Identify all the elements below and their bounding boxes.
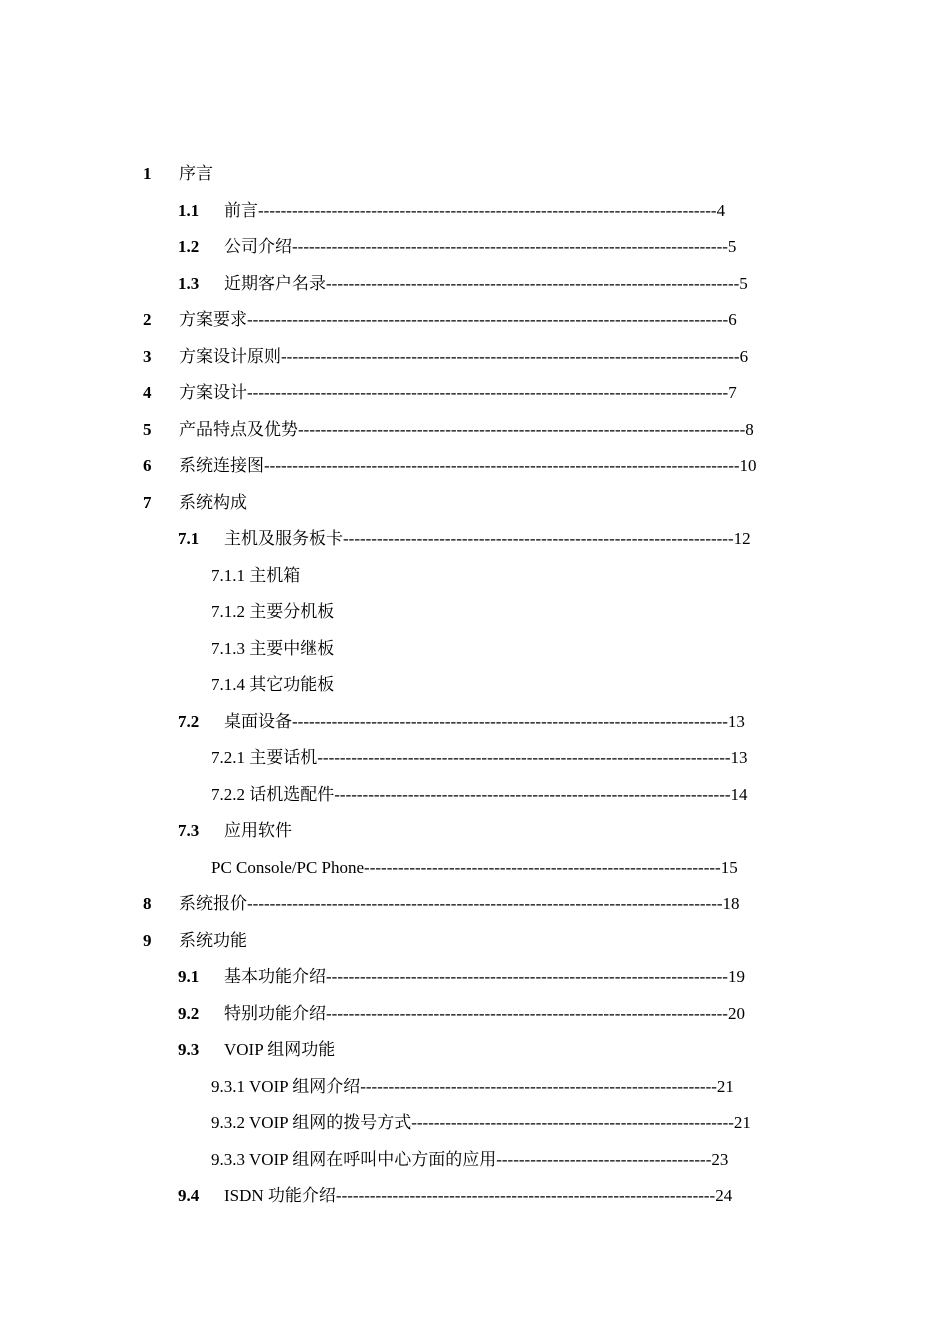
toc-entry-title: 近期客户名录	[224, 273, 326, 293]
toc-entry-title-line	[224, 1178, 732, 1215]
toc-entry-title: 9.3.2 VOIP 组网的拨号方式	[211, 1113, 412, 1132]
toc-entry[interactable]	[143, 1142, 823, 1179]
toc-entry-title-line	[211, 1069, 734, 1106]
toc-entry-title-line	[179, 302, 737, 339]
toc-entry[interactable]	[143, 375, 823, 412]
toc-entry-number: 8	[143, 894, 152, 913]
toc-entry-page-number: 13	[727, 711, 745, 731]
toc-entry-leader: --------------------------------------	[496, 1149, 712, 1169]
toc-entry-number: 9.2	[178, 1003, 200, 1023]
toc-entry-number: 7.3	[178, 821, 200, 840]
toc-entry[interactable]	[143, 631, 823, 668]
toc-entry-title: 系统报价	[179, 894, 247, 913]
toc-entry-title-line	[211, 1142, 728, 1179]
toc-entry-leader: ------------------------------------------------------------------------------------	[247, 894, 723, 913]
toc-entry-leader: ---------------------------------------------------------------	[360, 1076, 717, 1096]
toc-entry-leader: -------------------------------------------------------------------------	[317, 748, 731, 767]
toc-entry[interactable]	[143, 302, 823, 339]
toc-entry-page-number: 24	[715, 1186, 733, 1205]
toc-entry[interactable]	[143, 740, 823, 777]
toc-entry-number: 2	[143, 310, 152, 329]
toc-entry-title: 9.3.3 VOIP 组网在呼叫中心方面的应用	[211, 1149, 497, 1169]
toc-entry-leader: -------------------------------------------------------------------	[335, 1186, 716, 1205]
toc-entry-leader: ---------------------------------------------------------	[411, 1113, 734, 1132]
toc-entry[interactable]	[143, 1105, 823, 1142]
toc-entry[interactable]	[143, 521, 823, 558]
toc-entry-leader: ---------------------------------------------------------------------------------	[281, 346, 740, 366]
toc-entry-leader: -----------------------------------------------------------------------------	[292, 711, 728, 731]
toc-entry-number: 1.1	[178, 200, 200, 220]
toc-entry-number: 3	[143, 346, 152, 366]
toc-entry-number: 9.1	[178, 967, 200, 986]
toc-entry-leader: -------------------------------------------------------------------------------------	[247, 310, 729, 329]
toc-entry-title: 产品特点及优势	[179, 419, 298, 439]
toc-entry-page-number: 4	[716, 200, 726, 220]
toc-entry-title-line	[224, 1032, 335, 1069]
toc-entry-title: 7.1.4 其它功能板	[211, 675, 335, 694]
toc-entry-number: 9	[143, 930, 152, 950]
toc-entry[interactable]	[143, 266, 823, 303]
toc-entry[interactable]	[143, 667, 823, 704]
toc-entry[interactable]	[143, 813, 823, 850]
toc-entry-title-line	[224, 813, 292, 850]
table-of-contents	[143, 156, 823, 1215]
toc-entry-title-line	[211, 558, 300, 595]
toc-entry[interactable]	[143, 448, 823, 485]
toc-entry-page-number: 20	[727, 1003, 745, 1023]
toc-entry-title: 主机及服务板卡	[224, 529, 343, 548]
toc-entry-title: 系统连接图	[179, 456, 264, 475]
toc-entry-title-line	[211, 740, 748, 777]
toc-entry-title-line	[224, 229, 736, 266]
toc-entry-number: 7.1	[178, 529, 200, 548]
toc-entry-title: 前言	[224, 200, 258, 220]
toc-entry-page-number: 14	[730, 784, 748, 804]
toc-entry-title: 系统功能	[179, 930, 247, 950]
toc-entry-page-number: 5	[739, 273, 748, 293]
toc-entry-title: 特别功能介绍	[224, 1003, 326, 1023]
toc-entry-title-line	[179, 485, 247, 522]
toc-entry-title: 序言	[179, 164, 213, 183]
toc-entry-title-line	[224, 996, 745, 1033]
toc-entry-title: 桌面设备	[224, 711, 292, 731]
toc-entry[interactable]	[143, 229, 823, 266]
toc-entry-title-line	[211, 850, 738, 887]
toc-entry-number: 1	[143, 164, 152, 183]
toc-entry-page-number: 12	[733, 529, 751, 548]
toc-entry-title-line	[224, 959, 745, 996]
toc-entry-title-line	[224, 193, 725, 230]
toc-entry-page-number: 6	[739, 346, 749, 366]
toc-entry-number: 7	[143, 492, 152, 512]
toc-entry[interactable]	[143, 193, 823, 230]
toc-entry-leader: ---------------------------------------------------------------------	[343, 529, 734, 548]
toc-entry-title-line	[179, 339, 748, 376]
toc-entry-leader: -----------------------------------------------------------------------	[326, 1003, 728, 1023]
toc-entry[interactable]	[143, 485, 823, 522]
toc-entry-title-line	[211, 1105, 751, 1142]
toc-entry-title: ISDN 功能介绍	[224, 1186, 336, 1205]
toc-entry-leader: -------------------------------------------------------------------------	[326, 273, 740, 293]
toc-entry-page-number: 7	[728, 383, 737, 402]
toc-entry-title: 方案设计	[179, 383, 247, 402]
toc-entry-title: 7.2.1 主要话机	[211, 748, 318, 767]
toc-entry-page-number: 19	[727, 967, 745, 986]
toc-entry-title-line	[211, 594, 334, 631]
toc-entry-title-line	[179, 448, 757, 485]
toc-entry-title: VOIP 组网功能	[224, 1040, 336, 1059]
toc-entry[interactable]	[143, 339, 823, 376]
toc-entry-title: 应用软件	[224, 821, 292, 840]
toc-entry-title-line	[224, 704, 745, 741]
toc-entry-title-line	[211, 631, 334, 668]
toc-entry-leader: ---------------------------------------------------------------	[364, 857, 721, 877]
toc-entry-leader: -----------------------------------------------------------------------	[326, 967, 728, 986]
toc-entry-leader: ----------------------------------------------------------------------	[334, 784, 731, 804]
toc-entry[interactable]	[143, 412, 823, 449]
toc-entry-title-line	[211, 777, 748, 814]
toc-entry-title: 方案要求	[179, 310, 247, 329]
toc-entry-title-line	[179, 923, 247, 960]
toc-entry-number: 5	[143, 419, 152, 439]
toc-entry-number: 4	[143, 383, 152, 402]
toc-entry-number: 7.2	[178, 711, 200, 731]
toc-entry-title: 7.1.3 主要中继板	[211, 638, 335, 658]
toc-entry[interactable]	[143, 959, 823, 996]
toc-entry-title: 7.1.1 主机箱	[211, 565, 301, 585]
toc-entry-number: 1.2	[178, 237, 200, 256]
toc-entry-number: 9.3	[178, 1040, 200, 1059]
toc-entry-title: 基本功能介绍	[224, 967, 326, 986]
toc-entry-page-number: 21	[716, 1076, 734, 1096]
toc-entry-title-line	[179, 375, 737, 412]
toc-entry-leader: ------------------------------------------------------------------------------------	[264, 456, 740, 475]
toc-entry-title-line	[179, 886, 740, 923]
toc-entry[interactable]	[143, 558, 823, 595]
toc-entry-leader: -------------------------------------------------------------------------------------	[247, 383, 729, 402]
toc-entry-page-number: 5	[727, 237, 737, 256]
toc-entry-page-number: 10	[739, 456, 757, 475]
toc-entry-page-number: 8	[745, 419, 754, 439]
toc-entry[interactable]	[143, 1178, 823, 1215]
toc-entry-title: 系统构成	[179, 492, 247, 512]
toc-entry[interactable]	[143, 704, 823, 741]
toc-entry-title: PC Console/PC Phone	[211, 857, 365, 877]
toc-entry[interactable]	[143, 1069, 823, 1106]
toc-entry-number: 6	[143, 456, 152, 475]
toc-entry-number: 1.3	[178, 273, 200, 293]
toc-entry-page-number: 15	[720, 857, 738, 877]
toc-entry-title: 7.2.2 话机选配件	[211, 784, 335, 804]
toc-entry[interactable]	[143, 923, 823, 960]
toc-entry-leader: ---------------------------------------------------------------------------------	[258, 200, 717, 220]
toc-entry-title: 9.3.1 VOIP 组网介绍	[211, 1076, 361, 1096]
toc-entry[interactable]	[143, 594, 823, 631]
toc-entry-title: 方案设计原则	[179, 346, 281, 366]
toc-entry-title: 7.1.2 主要分机板	[211, 602, 335, 621]
toc-entry-leader: -------------------------------------------------------------------------------	[298, 419, 746, 439]
toc-entry-number: 9.4	[178, 1186, 200, 1205]
toc-entry[interactable]	[143, 1032, 823, 1069]
toc-entry[interactable]	[143, 996, 823, 1033]
toc-entry[interactable]	[143, 886, 823, 923]
toc-entry-leader: -----------------------------------------------------------------------------	[292, 237, 728, 256]
toc-entry-title-line	[179, 412, 754, 449]
toc-entry[interactable]	[143, 850, 823, 887]
toc-entry-title: 公司介绍	[224, 237, 292, 256]
toc-entry[interactable]	[143, 156, 823, 193]
toc-entry[interactable]	[143, 777, 823, 814]
toc-entry-page-number: 6	[728, 310, 737, 329]
toc-entry-title-line	[224, 521, 751, 558]
toc-entry-page-number: 13	[730, 748, 748, 767]
toc-entry-title-line	[179, 156, 213, 193]
toc-entry-title-line	[224, 266, 748, 303]
toc-entry-page-number: 21	[733, 1113, 751, 1132]
toc-entry-page-number: 18	[722, 894, 740, 913]
toc-entry-page-number: 23	[711, 1149, 729, 1169]
toc-entry-title-line	[211, 667, 334, 704]
